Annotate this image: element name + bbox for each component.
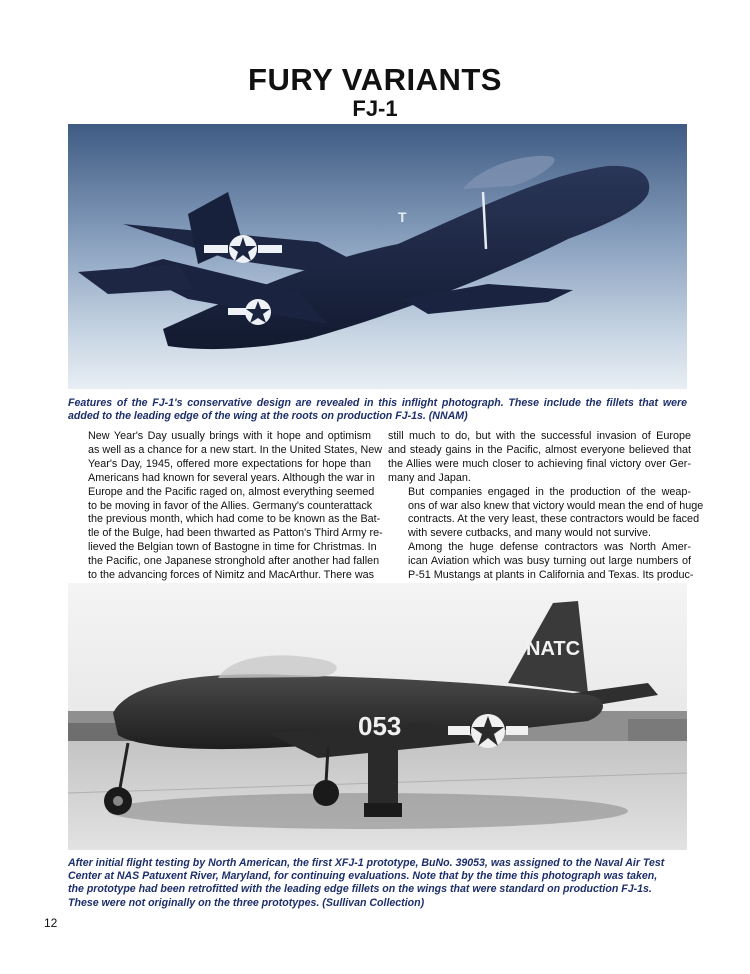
body-column-right bbox=[388, 430, 704, 583]
body-line: contracts. At the very least, these contractors would be faced bbox=[408, 513, 700, 526]
body-line: to the advancing forces of Nimitz and MacArthur. There was bbox=[88, 569, 375, 582]
body-line: But companies engaged in the production of the weap- bbox=[408, 485, 691, 498]
xfj1-prototype-photo bbox=[68, 583, 687, 850]
caption-line: These were not originally on the three prototypes. (Sullivan Collection) bbox=[68, 896, 425, 909]
body-line: to be moving in favor of the Allies. Germany's counterattack bbox=[88, 499, 373, 512]
nose-number: 053 bbox=[358, 711, 402, 741]
body-line: ons of war also knew that victory would mean the end of huge bbox=[408, 499, 704, 512]
tail-marking: NATC bbox=[526, 638, 581, 660]
body-line: as well as a chance for a new start. In the United States, New bbox=[88, 443, 383, 456]
photo1-caption: Features of the FJ-1's conservative design are revealed in this inflight photograph. These include the fillets that were added to the leading edge of the wing at the roots on production FJ-1s. (NNAM) bbox=[68, 397, 687, 423]
svg-text:T: T bbox=[398, 209, 407, 225]
body-line: the previous month, which had come to be known as the Bat- bbox=[88, 513, 381, 526]
body-line: Year's Day, 1945, offered more expectations for hope than bbox=[88, 457, 371, 470]
body-line: still much to do, but with the successful invasion of Europe bbox=[388, 430, 691, 442]
body-line: Europe and the Pacific raged on, almost everything seemed bbox=[88, 485, 375, 498]
body-column-left bbox=[68, 430, 383, 583]
body-line: many and Japan. bbox=[388, 471, 471, 484]
body-line: and steady gains in the Pacific, almost everyone believed that bbox=[388, 443, 691, 456]
body-paragraph bbox=[388, 430, 691, 486]
caption-line: the prototype had been retrofitted with the leading edge fillets on the wings that were standard on production FJ-1s. bbox=[68, 883, 652, 896]
body-line: Americans had known for several years. Although the war in bbox=[88, 471, 375, 484]
body-line: Among the huge defense contractors was North Amer- bbox=[408, 541, 691, 554]
body-paragraph bbox=[68, 430, 383, 583]
page-title: FURY VARIANTS bbox=[248, 62, 502, 97]
photo2-caption bbox=[68, 857, 687, 910]
body-line: ican Aviation which was busy turning out large numbers of bbox=[408, 555, 691, 568]
body-line: lieved the Belgian town of Bastogne in time for Christmas. In bbox=[88, 541, 377, 554]
body-line: P-51 Mustangs at plants in California and Texas. Its produc- bbox=[408, 569, 694, 582]
page-subtitle: FJ-1 bbox=[352, 96, 398, 121]
caption-line: Center at NAS Patuxent River, Maryland, for continuing evaluations. Note that by the time this photograph was taken, bbox=[68, 870, 658, 883]
body-paragraph bbox=[388, 485, 704, 542]
body-line: tle of the Bulge, had been thwarted as Patton's Third Army re- bbox=[88, 527, 383, 540]
body-paragraph bbox=[388, 541, 694, 583]
page-number: 12 bbox=[44, 916, 58, 930]
body-line: with severe cutbacks, and many would not survive. bbox=[408, 527, 652, 540]
caption-line: After initial flight testing by North American, the first XFJ-1 prototype, BuNo. 39053, was assigned to the Naval Air Test bbox=[68, 857, 665, 869]
body-line: the Pacific, one Japanese stronghold after another had fallen bbox=[88, 555, 380, 568]
body-line: New Year's Day usually brings with it hope and optimism bbox=[88, 430, 371, 442]
body-line: the Allies were much closer to achieving final victory over Ger- bbox=[388, 457, 691, 470]
fj1-inflight-photo bbox=[68, 124, 687, 389]
